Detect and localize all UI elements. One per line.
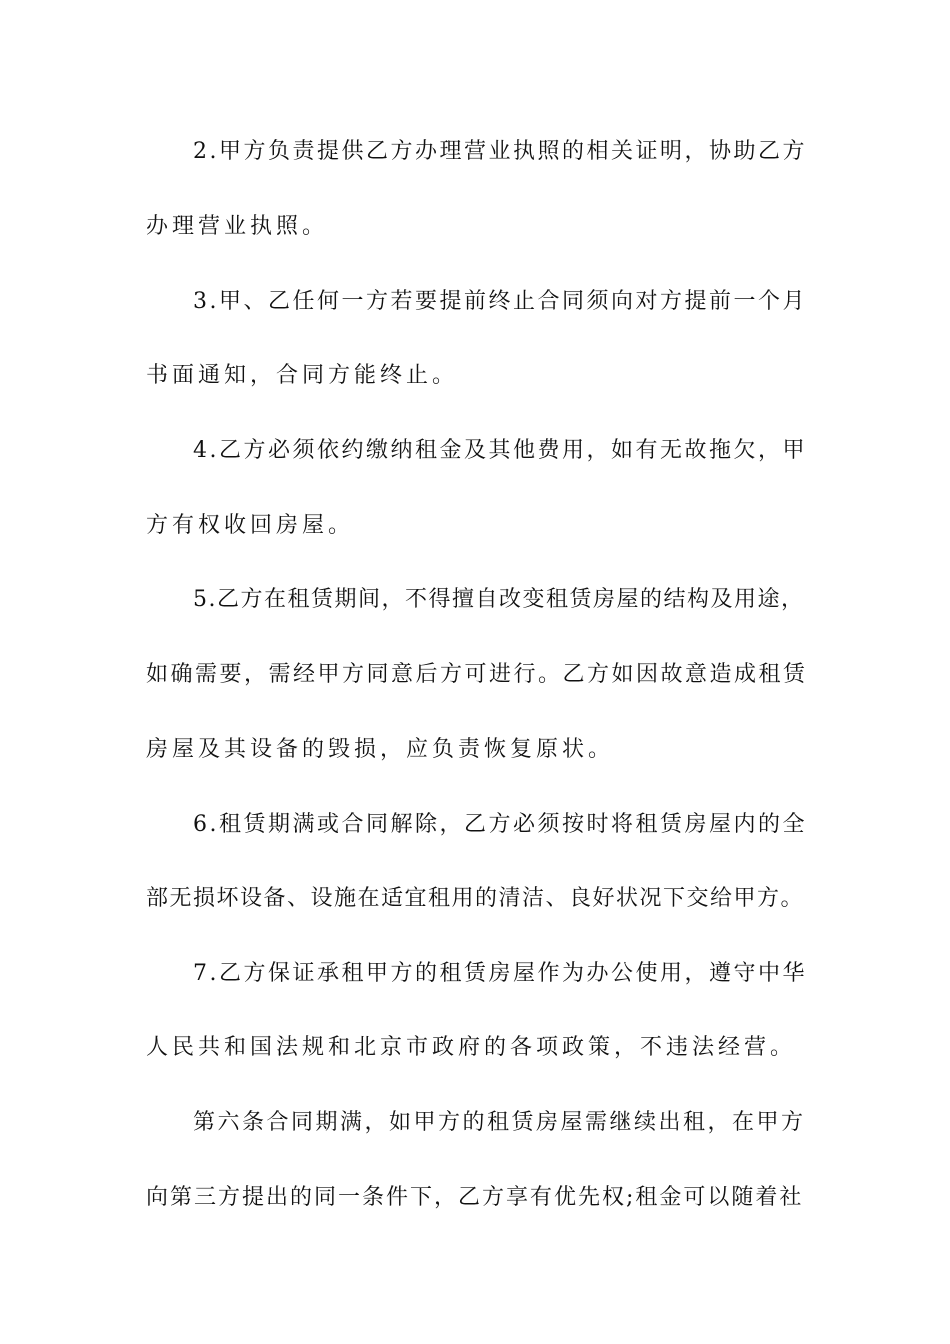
line-text: 办理营业执照。 bbox=[146, 214, 329, 239]
text-line bbox=[0, 207, 950, 247]
line-text: 5.乙方在租赁期间，不得擅自改变租赁房屋的结构及用途， bbox=[193, 587, 805, 612]
line-text: 方有权收回房屋。 bbox=[146, 513, 355, 538]
line-text: 向第三方提出的同一条件下，乙方享有优先权;租金可以随着社 bbox=[146, 1185, 804, 1210]
line-text: 部无损坏设备、设施在适宜租用的清洁、良好状况下交给甲方。 bbox=[146, 886, 805, 911]
line-text: 如确需要，需经甲方同意后方可进行。乙方如因故意造成租赁 bbox=[146, 662, 808, 687]
text-line bbox=[0, 730, 950, 770]
line-text: 人民共和国法规和北京市政府的各项政策，不违法经营。 bbox=[146, 1035, 797, 1060]
text-line bbox=[0, 954, 950, 994]
text-line bbox=[0, 1028, 950, 1068]
line-text: 6.租赁期满或合同解除，乙方必须按时将租赁房屋内的全 bbox=[193, 812, 807, 837]
line-text: 房屋及其设备的毁损，应负责恢复原状。 bbox=[146, 737, 615, 762]
text-line bbox=[0, 282, 950, 322]
text-line bbox=[0, 655, 950, 695]
line-text: 书面通知，合同方能终止。 bbox=[146, 363, 459, 388]
text-line bbox=[0, 805, 950, 845]
line-text: 4.乙方必须依约缴纳租金及其他费用，如有无故拖欠，甲 bbox=[193, 438, 807, 463]
line-text: 第六条合同期满，如甲方的租赁房屋需继续出租，在甲方 bbox=[193, 1110, 806, 1135]
text-line bbox=[0, 356, 950, 396]
text-line bbox=[0, 879, 950, 919]
line-text: 2.甲方负责提供乙方办理营业执照的相关证明，协助乙方 bbox=[193, 139, 807, 164]
text-line bbox=[0, 506, 950, 546]
text-line bbox=[0, 580, 950, 620]
text-line bbox=[0, 1178, 950, 1218]
line-text: 7.乙方保证承租甲方的租赁房屋作为办公使用，遵守中华 bbox=[193, 961, 807, 986]
line-text: 3.甲、乙任何一方若要提前终止合同须向对方提前一个月 bbox=[193, 289, 807, 314]
text-line bbox=[0, 431, 950, 471]
text-line bbox=[0, 132, 950, 172]
text-line bbox=[0, 1103, 950, 1143]
